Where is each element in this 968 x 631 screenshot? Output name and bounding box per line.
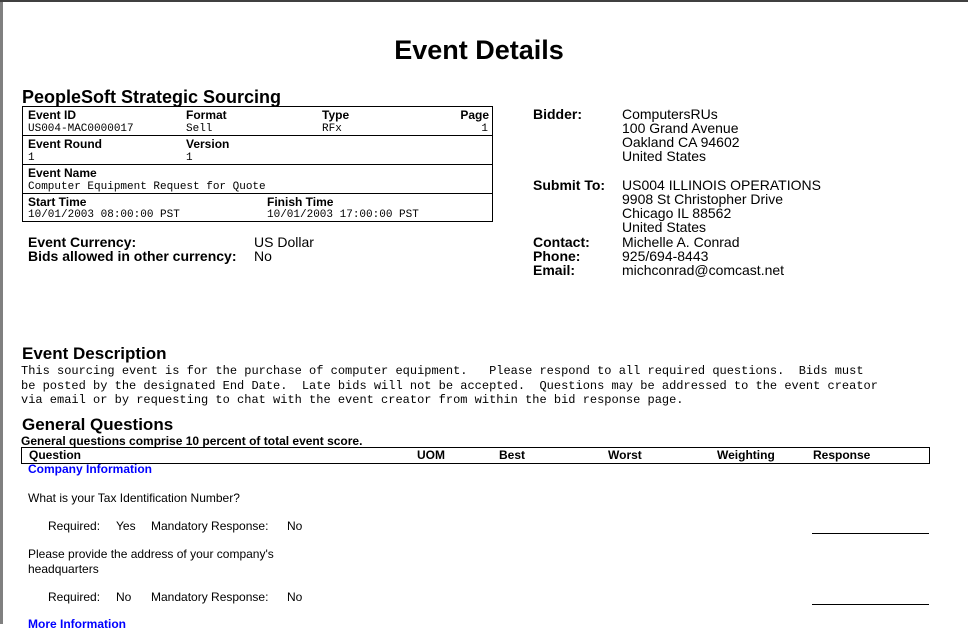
version-label: Version bbox=[186, 137, 230, 151]
col-worst: Worst bbox=[608, 448, 642, 462]
category-more-information: More Information bbox=[28, 617, 126, 631]
page-frame-top bbox=[0, 0, 968, 2]
event-row-id bbox=[23, 107, 492, 135]
contact-value: Michelle A. Conrad bbox=[622, 234, 740, 250]
bidder-name: ComputersRUs bbox=[622, 106, 718, 122]
page-frame-left bbox=[0, 0, 3, 624]
mandatory-label: Mandatory Response: bbox=[151, 519, 269, 533]
question-text: Please provide the address of your company's bbox=[28, 547, 274, 561]
mandatory-value: No bbox=[287, 519, 303, 533]
format-value: Sell bbox=[186, 123, 213, 135]
event-currency-label: Event Currency: bbox=[28, 234, 137, 250]
submit-to-country-line: United States bbox=[622, 219, 707, 235]
col-uom: UOM bbox=[417, 448, 445, 462]
page-title: Event Details bbox=[394, 35, 564, 65]
submit-to-address-line: 9908 St Christopher Drive bbox=[622, 191, 784, 207]
event-id-value: US004-MAC0000017 bbox=[28, 123, 134, 135]
description-line: This sourcing event is for the purchase of computer equipment. Please respond to all required questions. Bids must bbox=[21, 364, 864, 378]
event-id-label: Event ID bbox=[28, 108, 77, 122]
start-time-value: 10/01/2003 08:00:00 PST bbox=[28, 209, 180, 221]
version-value: 1 bbox=[186, 152, 193, 164]
phone-value: 925/694-8443 bbox=[622, 248, 709, 264]
brand-heading: PeopleSoft Strategic Sourcing bbox=[22, 87, 282, 107]
event-row-times bbox=[23, 193, 492, 221]
event-round-value: 1 bbox=[28, 152, 35, 164]
page-value: 1 bbox=[481, 123, 488, 135]
event-currency-value: US Dollar bbox=[254, 234, 314, 250]
col-question: Question bbox=[29, 448, 82, 462]
response-field[interactable] bbox=[812, 533, 929, 534]
mandatory-label: Mandatory Response: bbox=[151, 590, 269, 604]
bidder-city-line: Oakland CA 94602 bbox=[622, 134, 740, 150]
col-weighting: Weighting bbox=[717, 448, 775, 462]
required-label: Required: bbox=[48, 519, 101, 533]
email-value: michconrad@comcast.net bbox=[622, 262, 785, 278]
required-value: Yes bbox=[116, 519, 136, 533]
type-value: RFx bbox=[322, 123, 342, 135]
question-text: headquarters bbox=[28, 562, 99, 576]
questions-table-header bbox=[21, 447, 930, 464]
col-response: Response bbox=[813, 448, 871, 462]
event-name-label: Event Name bbox=[28, 166, 97, 180]
type-label: Type bbox=[322, 108, 350, 122]
page-label: Page bbox=[460, 108, 489, 122]
submit-to-label: Submit To: bbox=[533, 177, 606, 193]
event-name-value: Computer Equipment Request for Quote bbox=[28, 181, 266, 193]
finish-time-label: Finish Time bbox=[267, 195, 334, 209]
question-text: What is your Tax Identification Number? bbox=[28, 491, 240, 505]
submit-to-name: US004 ILLINOIS OPERATIONS bbox=[622, 177, 821, 193]
format-label: Format bbox=[186, 108, 227, 122]
submit-to-city-line: Chicago IL 88562 bbox=[622, 205, 732, 221]
bidder-country-line: United States bbox=[622, 148, 707, 164]
other-currency-value: No bbox=[254, 248, 272, 264]
general-questions-heading: General Questions bbox=[22, 415, 174, 434]
phone-label: Phone: bbox=[533, 248, 581, 264]
col-best: Best bbox=[499, 448, 526, 462]
mandatory-value: No bbox=[287, 590, 303, 604]
required-value: No bbox=[116, 590, 132, 604]
required-label: Required: bbox=[48, 590, 101, 604]
event-description-heading: Event Description bbox=[22, 344, 167, 363]
finish-time-value: 10/01/2003 17:00:00 PST bbox=[267, 209, 419, 221]
bidder-address-line: 100 Grand Avenue bbox=[622, 120, 739, 136]
general-questions-subtitle: General questions comprise 10 percent of total event score. bbox=[21, 434, 363, 448]
bidder-label: Bidder: bbox=[533, 106, 582, 122]
event-info-table bbox=[22, 106, 493, 222]
contact-label: Contact: bbox=[533, 234, 590, 250]
email-label: Email: bbox=[533, 262, 576, 278]
start-time-label: Start Time bbox=[28, 195, 87, 209]
category-company-information: Company Information bbox=[28, 462, 153, 476]
event-row-round bbox=[23, 135, 492, 164]
event-round-label: Event Round bbox=[28, 137, 102, 151]
response-field[interactable] bbox=[812, 604, 929, 605]
description-line: via email or by requesting to chat with the event creator from within the bid response page. bbox=[21, 393, 684, 407]
event-row-name bbox=[23, 164, 492, 193]
description-line: be posted by the designated End Date. Late bids will not be accepted. Questions may be addressed to the event creator bbox=[21, 378, 878, 393]
other-currency-label: Bids allowed in other currency: bbox=[28, 248, 237, 264]
